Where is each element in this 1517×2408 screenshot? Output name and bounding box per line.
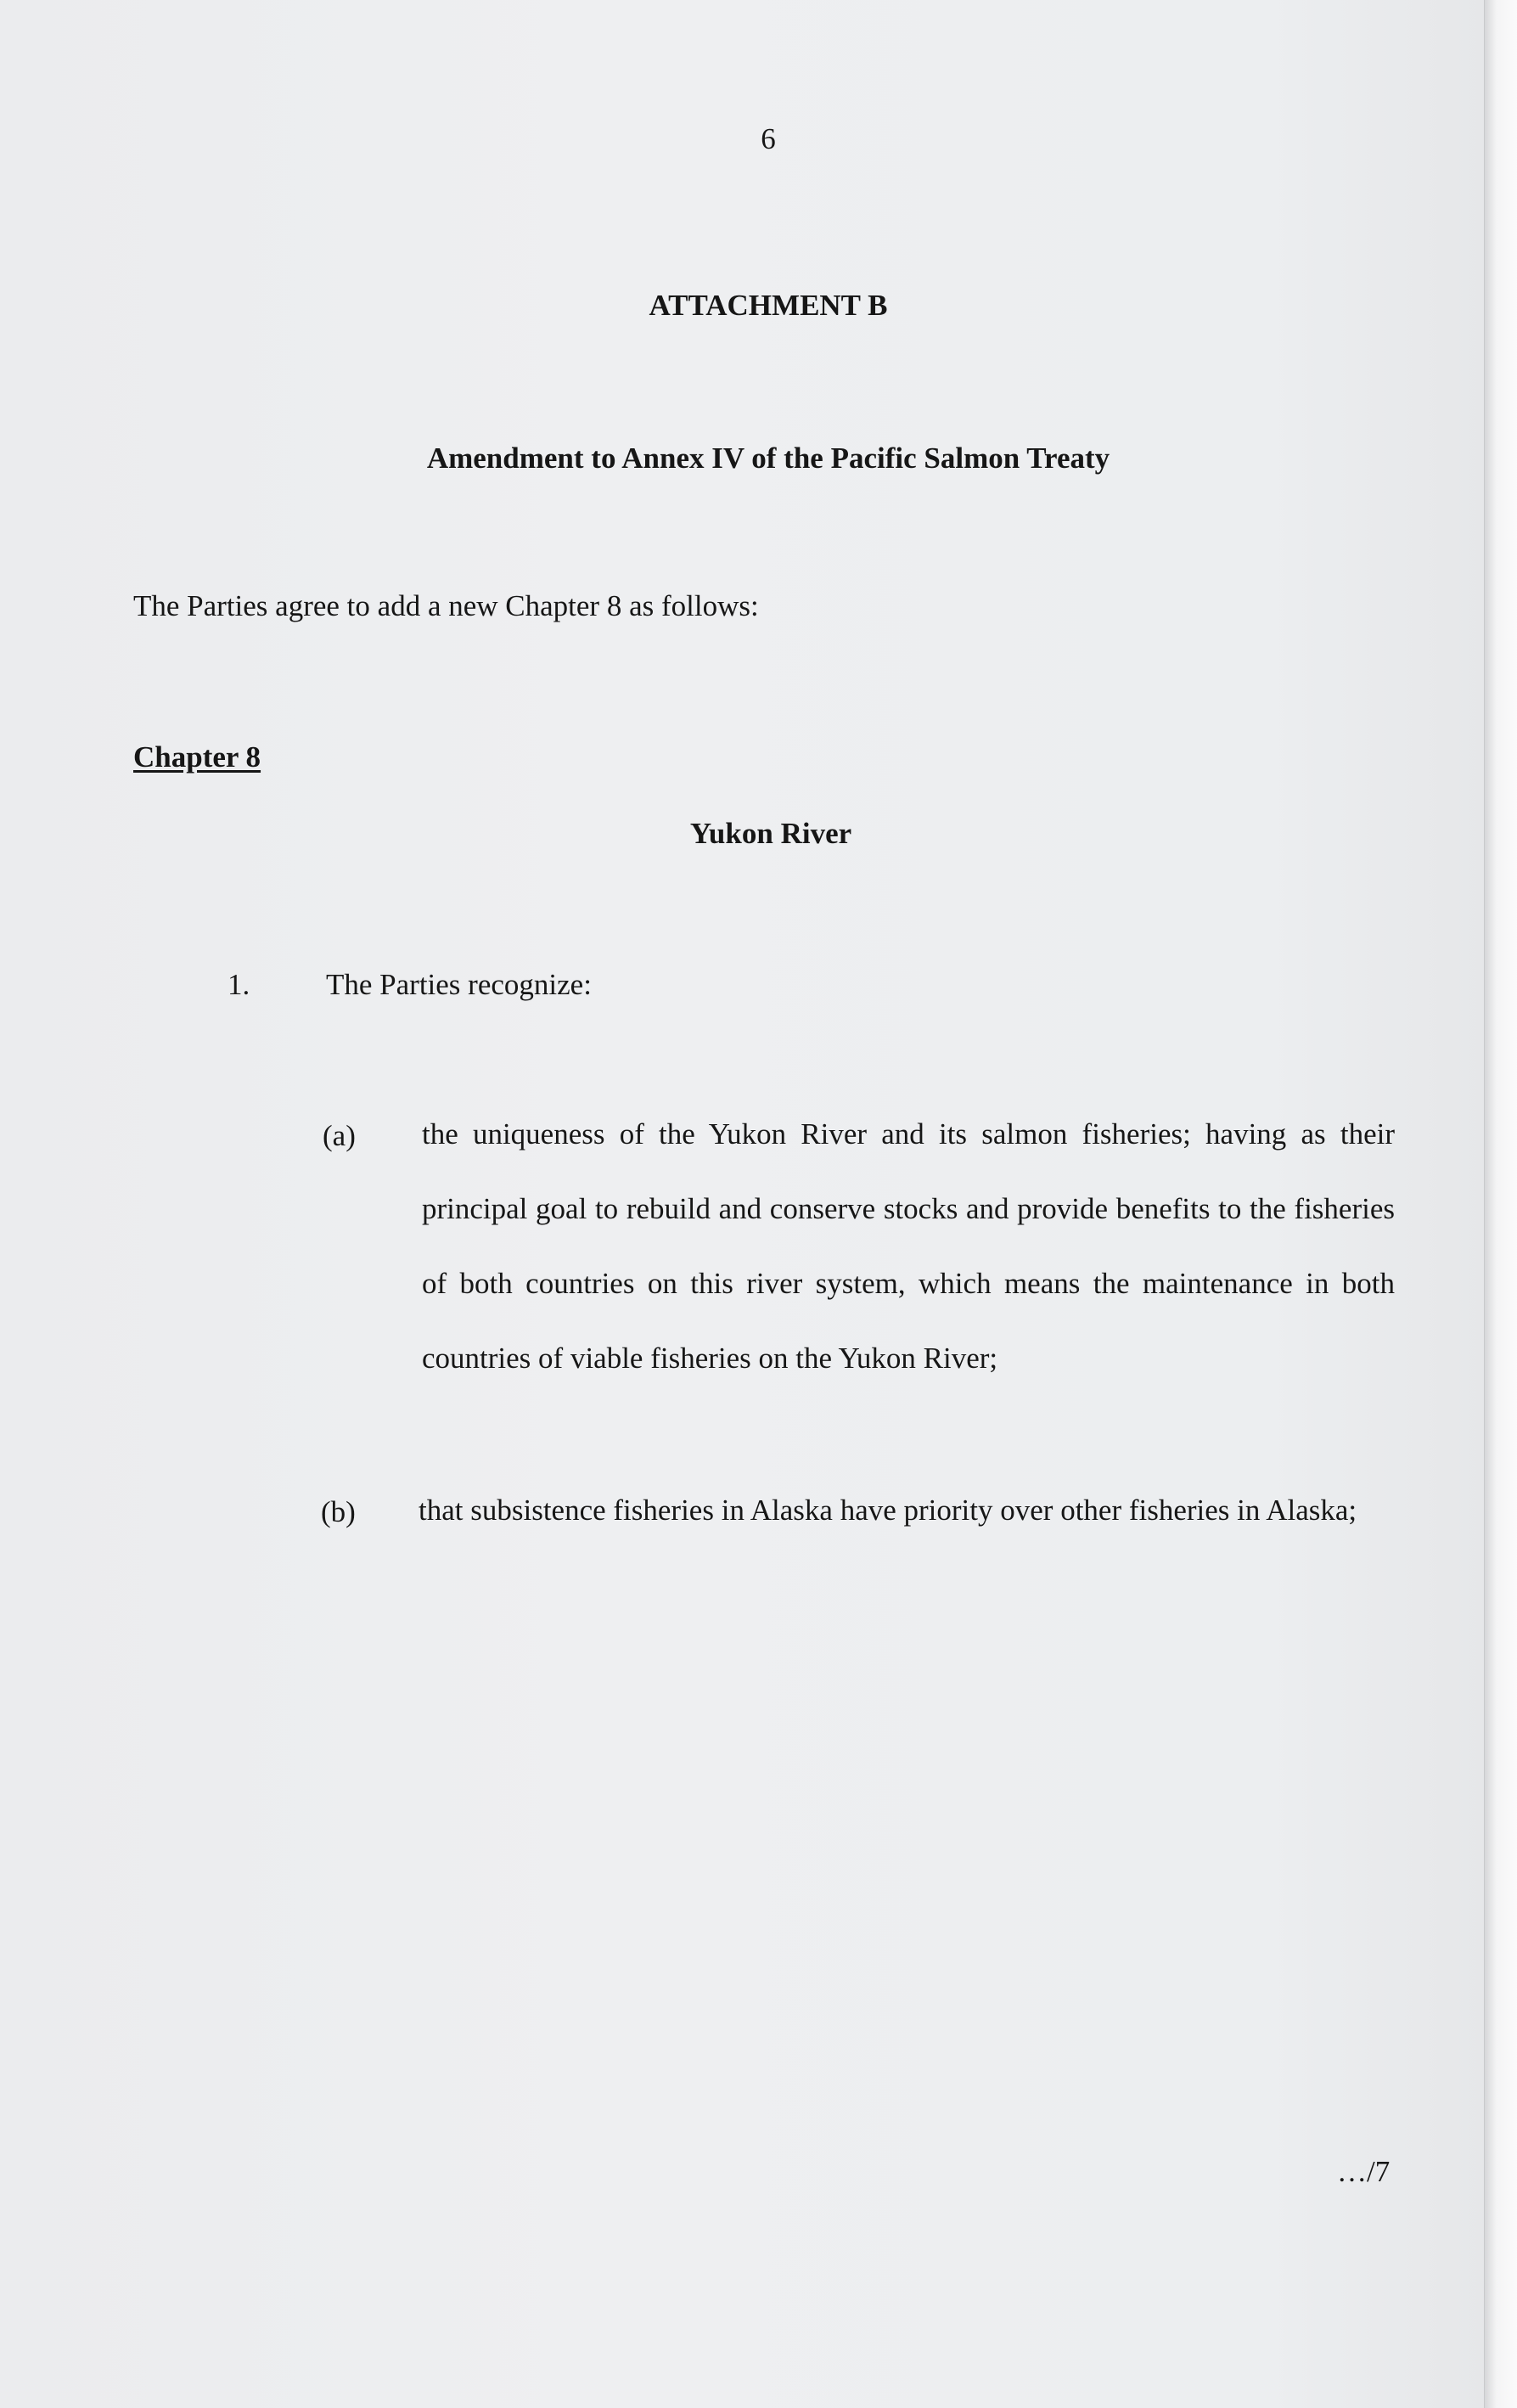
item-a-label: (a) (323, 1119, 356, 1152)
intro-text: The Parties agree to add a new Chapter 8 as follows: (133, 589, 759, 622)
item-a-text: the uniqueness of the Yukon River and its salmon fisheries; having as their principal goal to rebuild and conserve stocks and provide benefits to the fisheries of both countries on this river system, which means the maintenance in both countries of viable fisheries on the Yukon River; (422, 1117, 1395, 1375)
chapter-title: Yukon River (689, 817, 852, 850)
amendment-subheading: Amendment to Annex IV of the Pacific Salmon Treaty (426, 442, 1110, 475)
chapter-label: Chapter 8 (133, 740, 261, 774)
item-b-label: (b) (321, 1495, 356, 1528)
attachment-heading: ATTACHMENT B (649, 289, 888, 322)
continuation-marker: …/7 (1337, 2155, 1391, 2188)
item-1-number: 1. (228, 968, 250, 1001)
page-edge (1484, 0, 1517, 2408)
item-1-text: The Parties recognize: (326, 968, 592, 1001)
page-number: 6 (761, 122, 776, 155)
item-b-text: that subsistence fisheries in Alaska have priority over other fisheries in Alaska; (419, 1494, 1357, 1527)
